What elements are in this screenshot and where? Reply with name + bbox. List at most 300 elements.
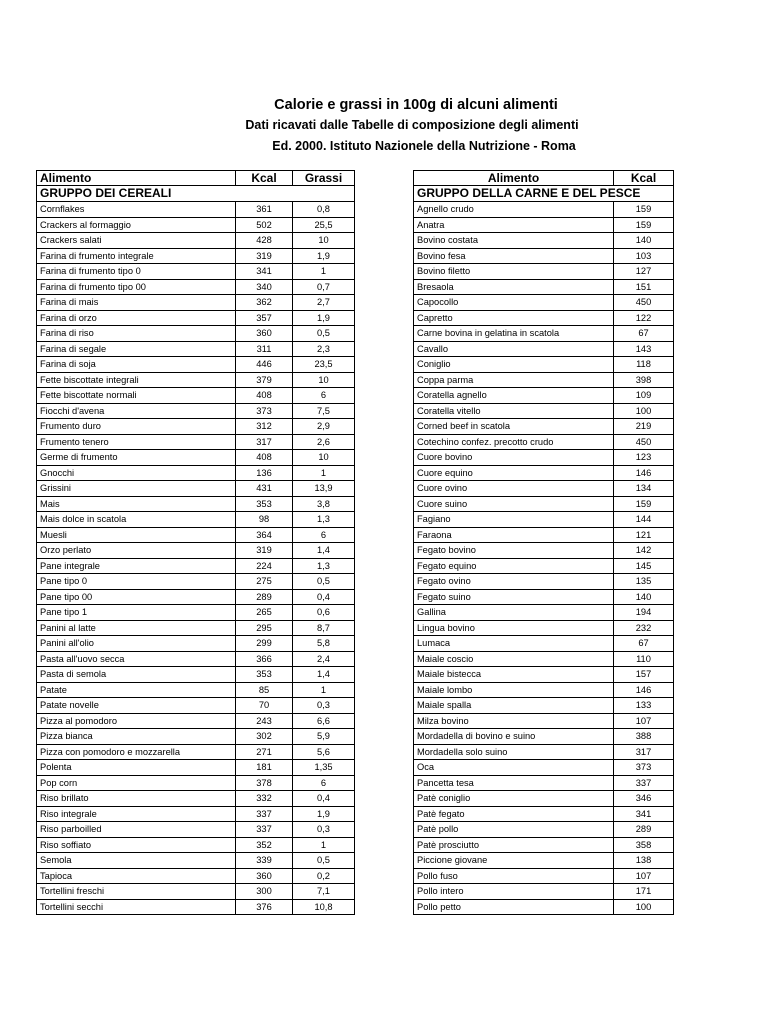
table-row [37,388,355,404]
kcal-cell: 450 [614,295,674,311]
table-row [37,558,355,574]
food-name-cell: Fette biscottate integrali [37,372,236,388]
kcal-cell: 142 [614,543,674,559]
food-name-cell: Capocollo [414,295,614,311]
kcal-cell: 171 [614,884,674,900]
kcal-cell: 100 [614,403,674,419]
table-row [37,837,355,853]
food-name-cell: Coppa parma [414,372,614,388]
table-row [414,372,674,388]
food-name-cell: Farina di frumento integrale [37,248,236,264]
kcal-cell: 138 [614,853,674,869]
food-name-cell: Farina di soja [37,357,236,373]
food-name-cell: Coratella agnello [414,388,614,404]
table-row [37,543,355,559]
kcal-cell: 271 [236,744,293,760]
kcal-cell: 337 [236,822,293,838]
food-name-cell: Fiocchi d'avena [37,403,236,419]
food-name-cell: Mordadella solo suino [414,744,614,760]
fat-cell: 0,4 [293,589,355,605]
kcal-cell: 366 [236,651,293,667]
food-name-cell: Oca [414,760,614,776]
table-row [414,512,674,528]
food-name-cell: Patè coniglio [414,791,614,807]
kcal-cell: 428 [236,233,293,249]
kcal-cell: 373 [614,760,674,776]
table-row [37,295,355,311]
kcal-cell: 146 [614,465,674,481]
food-name-cell: Coniglio [414,357,614,373]
fat-cell: 0,3 [293,698,355,714]
food-name-cell: Agnello crudo [414,202,614,218]
table-row [37,465,355,481]
header-kcal: Kcal [614,171,674,186]
kcal-cell: 122 [614,310,674,326]
table-row [414,403,674,419]
table-row [414,264,674,280]
food-name-cell: Cuore bovino [414,450,614,466]
table-row [37,651,355,667]
meat-fish-table [413,170,674,915]
table-row [37,698,355,714]
food-name-cell: Crackers salati [37,233,236,249]
food-name-cell: Orzo perlato [37,543,236,559]
food-name-cell: Fagiano [414,512,614,528]
table-row [37,527,355,543]
table-row [414,496,674,512]
fat-cell: 25,5 [293,217,355,233]
table-row [37,310,355,326]
fat-cell: 10,8 [293,899,355,915]
kcal-cell: 289 [236,589,293,605]
table-row [414,806,674,822]
fat-cell: 6 [293,775,355,791]
food-name-cell: Polenta [37,760,236,776]
table-row [414,853,674,869]
kcal-cell: 388 [614,729,674,745]
kcal-cell: 408 [236,388,293,404]
table-row [414,791,674,807]
table-row [414,543,674,559]
food-name-cell: Pollo intero [414,884,614,900]
group-title: GRUPPO DEI CEREALI [37,186,355,202]
table-row [414,481,674,497]
fat-cell: 1,9 [293,310,355,326]
food-name-cell: Riso brillato [37,791,236,807]
food-name-cell: Pizza bianca [37,729,236,745]
fat-cell: 6 [293,527,355,543]
table-row [37,791,355,807]
food-name-cell: Crackers al formaggio [37,217,236,233]
food-name-cell: Patè prosciutto [414,837,614,853]
table-header-row [37,171,355,186]
kcal-cell: 243 [236,713,293,729]
header-kcal: Kcal [236,171,293,186]
food-name-cell: Patè pollo [414,822,614,838]
food-name-cell: Pane tipo 1 [37,605,236,621]
table-row [414,605,674,621]
kcal-cell: 194 [614,605,674,621]
kcal-cell: 340 [236,279,293,295]
food-name-cell: Capretto [414,310,614,326]
fat-cell: 10 [293,233,355,249]
kcal-cell: 118 [614,357,674,373]
table-row [414,899,674,915]
fat-cell: 1,4 [293,667,355,683]
fat-cell: 1 [293,837,355,853]
food-name-cell: Farina di riso [37,326,236,342]
food-name-cell: Anatra [414,217,614,233]
food-name-cell: Bovino filetto [414,264,614,280]
table-row [414,775,674,791]
table-row [414,682,674,698]
table-row [414,527,674,543]
food-name-cell: Cuore equino [414,465,614,481]
table-row [414,574,674,590]
food-name-cell: Pollo fuso [414,868,614,884]
kcal-cell: 299 [236,636,293,652]
table-row [37,419,355,435]
kcal-cell: 136 [236,465,293,481]
table-row [37,682,355,698]
kcal-cell: 353 [236,496,293,512]
food-name-cell: Riso integrale [37,806,236,822]
food-name-cell: Pane tipo 0 [37,574,236,590]
table-row [37,450,355,466]
table-row [414,651,674,667]
table-row [37,248,355,264]
fat-cell: 7,1 [293,884,355,900]
table-row [414,667,674,683]
table-row [414,589,674,605]
food-name-cell: Carne bovina in gelatina in scatola [414,326,614,342]
table-row [37,760,355,776]
food-name-cell: Gallina [414,605,614,621]
kcal-cell: 341 [236,264,293,280]
kcal-cell: 224 [236,558,293,574]
food-name-cell: Fegato suino [414,589,614,605]
kcal-cell: 159 [614,217,674,233]
kcal-cell: 140 [614,589,674,605]
food-name-cell: Panini all'olio [37,636,236,652]
kcal-cell: 319 [236,248,293,264]
table-row [37,775,355,791]
table-row [37,481,355,497]
food-name-cell: Bresaola [414,279,614,295]
table-row [37,341,355,357]
table-row [414,744,674,760]
kcal-cell: 358 [614,837,674,853]
food-name-cell: Farina di frumento tipo 00 [37,279,236,295]
fat-cell: 0,5 [293,853,355,869]
kcal-cell: 159 [614,496,674,512]
page-subtitle-edition: Ed. 2000. Istituto Nazionele della Nutrizione - Roma [272,139,576,153]
food-name-cell: Pizza al pomodoro [37,713,236,729]
food-name-cell: Lingua bovino [414,620,614,636]
table-row [414,729,674,745]
kcal-cell: 98 [236,512,293,528]
table-row [414,217,674,233]
kcal-cell: 133 [614,698,674,714]
kcal-cell: 373 [236,403,293,419]
fat-cell: 0,2 [293,868,355,884]
kcal-cell: 121 [614,527,674,543]
kcal-cell: 317 [614,744,674,760]
food-name-cell: Riso parboilled [37,822,236,838]
table-row [37,357,355,373]
kcal-cell: 67 [614,326,674,342]
table-row [414,558,674,574]
kcal-cell: 312 [236,419,293,435]
food-name-cell: Pane tipo 00 [37,589,236,605]
kcal-cell: 143 [614,341,674,357]
table-row [37,853,355,869]
table-row [37,605,355,621]
food-name-cell: Cuore suino [414,496,614,512]
fat-cell: 1 [293,465,355,481]
table-row [414,341,674,357]
kcal-cell: 446 [236,357,293,373]
table-row [37,574,355,590]
kcal-cell: 339 [236,853,293,869]
table-row [37,512,355,528]
table-row [37,667,355,683]
header-alimento: Alimento [414,171,614,186]
table-row [37,279,355,295]
table-row [414,295,674,311]
table-row [37,326,355,342]
kcal-cell: 135 [614,574,674,590]
kcal-cell: 332 [236,791,293,807]
food-name-cell: Bovino costata [414,233,614,249]
kcal-cell: 70 [236,698,293,714]
table-row [37,899,355,915]
table-row [37,202,355,218]
page-subtitle-source: Dati ricavati dalle Tabelle di composizione degli alimenti [245,118,579,132]
table-row [414,837,674,853]
kcal-cell: 144 [614,512,674,528]
kcal-cell: 302 [236,729,293,745]
food-name-cell: Frumento tenero [37,434,236,450]
kcal-cell: 360 [236,868,293,884]
fat-cell: 2,7 [293,295,355,311]
food-name-cell: Frumento duro [37,419,236,435]
table-row [37,233,355,249]
fat-cell: 10 [293,450,355,466]
kcal-cell: 181 [236,760,293,776]
kcal-cell: 146 [614,682,674,698]
table-row [414,434,674,450]
fat-cell: 1 [293,264,355,280]
food-name-cell: Panini al latte [37,620,236,636]
food-name-cell: Pasta di semola [37,667,236,683]
fat-cell: 3,8 [293,496,355,512]
kcal-cell: 364 [236,527,293,543]
kcal-cell: 341 [614,806,674,822]
food-name-cell: Pollo petto [414,899,614,915]
table-row [37,744,355,760]
food-name-cell: Lumaca [414,636,614,652]
food-name-cell: Fegato bovino [414,543,614,559]
table-row [37,403,355,419]
food-name-cell: Farina di mais [37,295,236,311]
table-row [414,465,674,481]
food-name-cell: Cuore ovino [414,481,614,497]
food-name-cell: Semola [37,853,236,869]
table-row [37,217,355,233]
group-title: GRUPPO DELLA CARNE E DEL PESCE [414,186,674,202]
table-row [414,310,674,326]
kcal-cell: 140 [614,233,674,249]
kcal-cell: 85 [236,682,293,698]
fat-cell: 0,3 [293,822,355,838]
food-name-cell: Fette biscottate normali [37,388,236,404]
kcal-cell: 123 [614,450,674,466]
fat-cell: 2,6 [293,434,355,450]
table-row [414,233,674,249]
kcal-cell: 300 [236,884,293,900]
table-row [37,884,355,900]
kcal-cell: 398 [614,372,674,388]
food-name-cell: Fegato ovino [414,574,614,590]
table-row [37,589,355,605]
kcal-cell: 361 [236,202,293,218]
table-row [37,264,355,280]
fat-cell: 6,6 [293,713,355,729]
food-name-cell: Patate [37,682,236,698]
food-name-cell: Cotechino confez. precotto crudo [414,434,614,450]
kcal-cell: 107 [614,868,674,884]
table-row [414,884,674,900]
table-row [37,636,355,652]
kcal-cell: 337 [614,775,674,791]
fat-cell: 1,9 [293,806,355,822]
food-name-cell: Grissini [37,481,236,497]
fat-cell: 0,5 [293,574,355,590]
table-row [414,419,674,435]
page-title: Calorie e grassi in 100g di alcuni alimenti [274,97,558,113]
kcal-cell: 107 [614,713,674,729]
fat-cell: 1,9 [293,248,355,264]
food-name-cell: Cornflakes [37,202,236,218]
table-row [414,636,674,652]
table-row [414,620,674,636]
food-name-cell: Patate novelle [37,698,236,714]
kcal-cell: 103 [614,248,674,264]
fat-cell: 0,5 [293,326,355,342]
food-name-cell: Pane integrale [37,558,236,574]
fat-cell: 6 [293,388,355,404]
food-name-cell: Mais [37,496,236,512]
fat-cell: 5,8 [293,636,355,652]
fat-cell: 0,8 [293,202,355,218]
kcal-cell: 67 [614,636,674,652]
table-row [37,806,355,822]
kcal-cell: 289 [614,822,674,838]
fat-cell: 1,3 [293,558,355,574]
table-row [414,698,674,714]
kcal-cell: 337 [236,806,293,822]
table-row [37,620,355,636]
food-name-cell: Maiale lombo [414,682,614,698]
group-row [37,186,355,202]
kcal-cell: 265 [236,605,293,621]
kcal-cell: 346 [614,791,674,807]
cereals-table [36,170,355,915]
header-grassi: Grassi [293,171,355,186]
fat-cell: 5,9 [293,729,355,745]
kcal-cell: 408 [236,450,293,466]
header-alimento: Alimento [37,171,236,186]
kcal-cell: 379 [236,372,293,388]
kcal-cell: 151 [614,279,674,295]
food-name-cell: Maiale bistecca [414,667,614,683]
table-row [37,434,355,450]
table-row [37,729,355,745]
fat-cell: 13,9 [293,481,355,497]
food-name-cell: Pancetta tesa [414,775,614,791]
food-name-cell: Tortellini freschi [37,884,236,900]
fat-cell: 1,3 [293,512,355,528]
table-row [414,450,674,466]
kcal-cell: 378 [236,775,293,791]
table-row [37,713,355,729]
kcal-cell: 145 [614,558,674,574]
kcal-cell: 159 [614,202,674,218]
table-header-row [414,171,674,186]
kcal-cell: 353 [236,667,293,683]
food-name-cell: Farina di orzo [37,310,236,326]
fat-cell: 1 [293,682,355,698]
kcal-cell: 232 [614,620,674,636]
food-name-cell: Riso soffiato [37,837,236,853]
kcal-cell: 157 [614,667,674,683]
table-row [414,279,674,295]
table-row [414,248,674,264]
table-row [414,713,674,729]
kcal-cell: 450 [614,434,674,450]
table-row [414,202,674,218]
food-name-cell: Pop corn [37,775,236,791]
kcal-cell: 109 [614,388,674,404]
food-name-cell: Farina di segale [37,341,236,357]
table-row [37,868,355,884]
group-row [414,186,674,202]
kcal-cell: 311 [236,341,293,357]
food-name-cell: Gnocchi [37,465,236,481]
fat-cell: 10 [293,372,355,388]
food-name-cell: Maiale spalla [414,698,614,714]
kcal-cell: 357 [236,310,293,326]
food-name-cell: Patè fegato [414,806,614,822]
kcal-cell: 360 [236,326,293,342]
kcal-cell: 110 [614,651,674,667]
food-name-cell: Cavallo [414,341,614,357]
table-row [414,760,674,776]
kcal-cell: 127 [614,264,674,280]
food-name-cell: Mordadella di bovino e suino [414,729,614,745]
food-name-cell: Mais dolce in scatola [37,512,236,528]
food-name-cell: Faraona [414,527,614,543]
fat-cell: 0,7 [293,279,355,295]
kcal-cell: 431 [236,481,293,497]
food-name-cell: Tortellini secchi [37,899,236,915]
kcal-cell: 295 [236,620,293,636]
fat-cell: 2,4 [293,651,355,667]
kcal-cell: 362 [236,295,293,311]
food-name-cell: Tapioca [37,868,236,884]
table-row [414,326,674,342]
